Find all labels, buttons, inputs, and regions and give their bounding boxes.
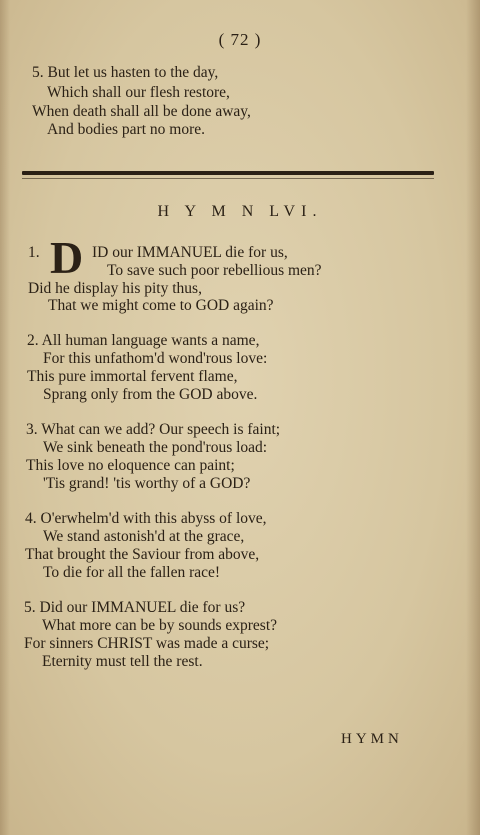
verse-line: 3. What can we add? Our speech is faint; xyxy=(26,421,281,438)
verse-line: This pure immortal fervent flame, xyxy=(27,368,238,385)
verse-line: 2. All human language wants a name, xyxy=(27,332,260,349)
section-rule-thin xyxy=(22,178,434,179)
page-number: ( 72 ) xyxy=(218,30,262,49)
verse-line: And bodies part no more. xyxy=(47,121,205,138)
verse-line: That we might come to GOD again? xyxy=(48,297,274,314)
verse-line: That brought the Saviour from above, xyxy=(25,546,260,563)
stanza-number: 1. xyxy=(28,244,40,261)
verse-line: Eternity must tell the rest. xyxy=(42,653,203,670)
verse-line: We stand astonish'd at the grace, xyxy=(43,528,245,545)
verse-line: This love no eloquence can paint; xyxy=(26,457,235,474)
verse-line: 'Tis grand! 'tis worthy of a GOD? xyxy=(43,475,251,492)
section-rule xyxy=(22,171,434,175)
verse-line: To save such poor rebellious men? xyxy=(107,262,322,279)
verse-line: Which shall our flesh restore, xyxy=(47,84,230,101)
verse-line: When death shall all be done away, xyxy=(32,103,251,120)
verse-line: For sinners CHRIST was made a curse; xyxy=(24,635,270,652)
verse-line: Sprang only from the GOD above. xyxy=(43,386,258,403)
verse-line: For this unfathom'd wond'rous love: xyxy=(43,350,268,367)
catchword: HYMN xyxy=(341,731,403,747)
verse-line: Did he display his pity thus, xyxy=(28,280,202,297)
verse-line: What more can be by sounds exprest? xyxy=(42,617,278,634)
page-edge-left xyxy=(0,0,10,835)
hymn-title: H Y M N LVI. xyxy=(157,203,323,220)
verse-line: We sink beneath the pond'rous load: xyxy=(43,439,268,456)
verse-line: 4. O'erwhelm'd with this abyss of love, xyxy=(25,510,267,527)
page-edge-right xyxy=(466,0,480,835)
verse-line: 5. Did our IMMANUEL die for us? xyxy=(24,599,246,616)
verse-line: To die for all the fallen race! xyxy=(43,564,221,581)
verse-line: 5. But let us hasten to the day, xyxy=(32,64,219,81)
drop-cap: D xyxy=(50,232,84,283)
verse-line: ID our IMMANUEL die for us, xyxy=(92,244,288,261)
